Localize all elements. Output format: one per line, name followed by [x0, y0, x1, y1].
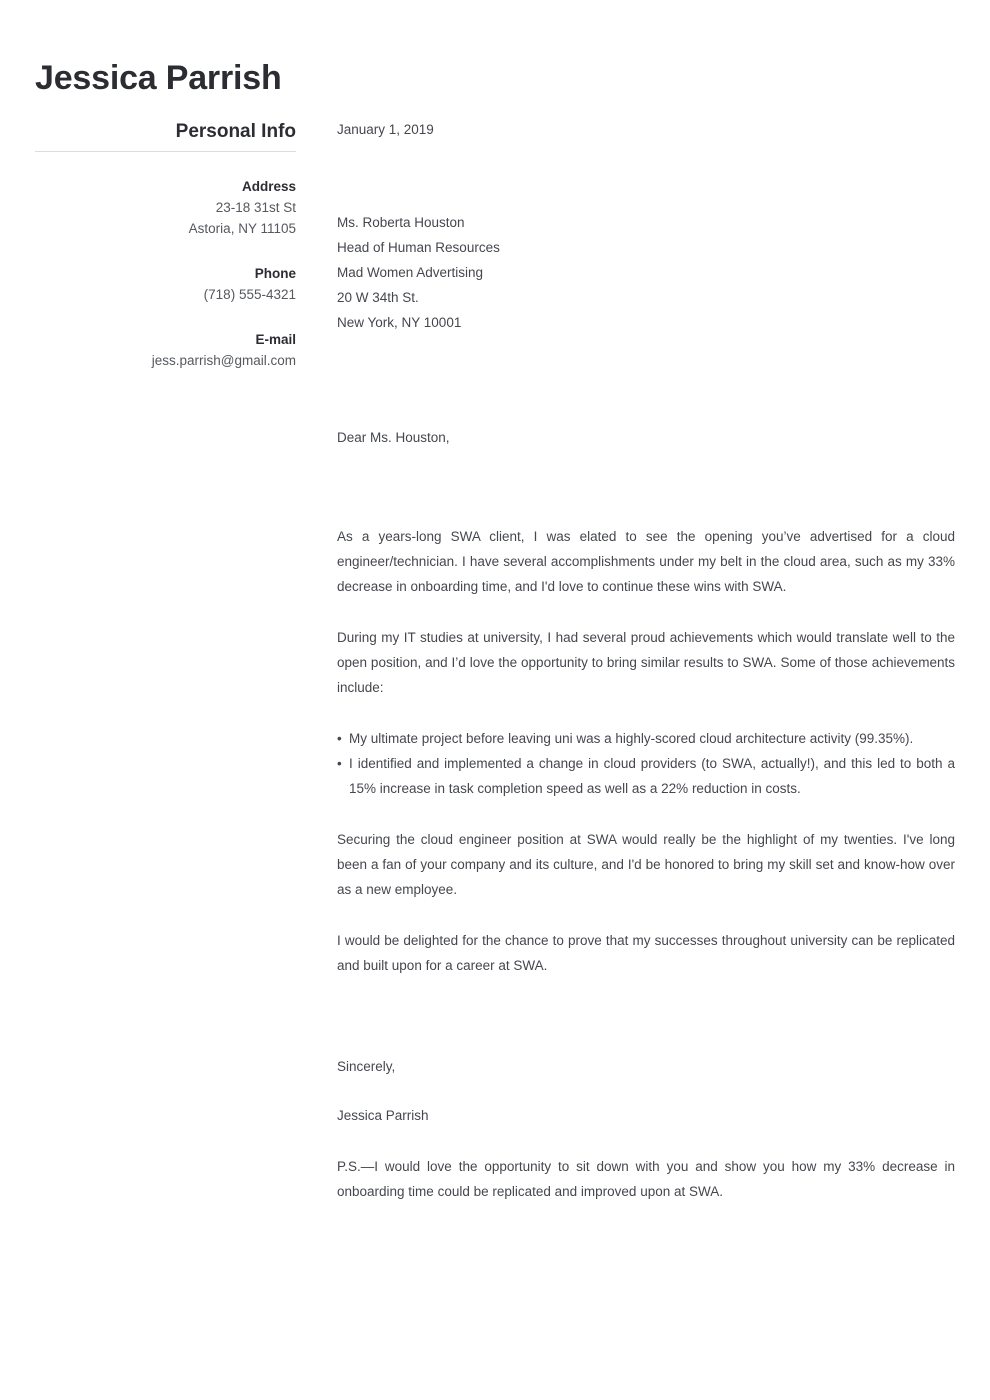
body-paragraph-1: As a years-long SWA client, I was elated to see the opening you’ve advertised for a cloud engineer/technician. I have several accomplishments under my belt in the cloud area, such as my 33% decrease in onboarding time, and I'd love to continue these wins with SWA. — [337, 529, 955, 594]
sidebar-section — [35, 329, 296, 371]
bullet-dot-icon: • — [337, 731, 342, 746]
list-item-text: My ultimate project before leaving uni was a highly-scored cloud architecture activity (99.35%). — [349, 731, 914, 746]
sidebar-section-value: (718) 555-4321 — [203, 287, 296, 302]
sidebar-heading: Personal Info — [35, 120, 296, 152]
letter-date: January 1, 2019 — [337, 122, 434, 137]
sidebar-section-value: jess.parrish@gmail.com — [151, 353, 296, 368]
postscript: P.S.—I would love the opportunity to sit down with you and show you how my 33% decrease in onboarding time could be replicated and improved upon at SWA. — [337, 1159, 955, 1199]
sidebar-section — [35, 176, 296, 239]
page-title: Jessica Parrish — [35, 58, 282, 97]
sidebar-section-list — [35, 176, 296, 371]
signature-name: Jessica Parrish — [337, 1108, 429, 1123]
letter-body — [337, 120, 955, 1204]
recipient-line: 20 W 34th St. — [337, 290, 419, 305]
recipient-line: Ms. Roberta Houston — [337, 215, 465, 230]
personal-info-sidebar — [35, 120, 296, 371]
recipient-line: Head of Human Resources — [337, 240, 500, 255]
body-paragraph-4: I would be delighted for the chance to prove that my successes throughout university can be replicated and built upon for a career at SWA. — [337, 933, 955, 973]
sidebar-section — [35, 263, 296, 305]
salutation: Dear Ms. Houston, — [337, 430, 450, 445]
body-paragraph-3: Securing the cloud engineer position at SWA would really be the highlight of my twenties. I've long been a fan of your company and its culture, and I'd be honored to bring my skill set and know-how over as a new employee. — [337, 832, 955, 897]
achievements-list — [337, 726, 955, 801]
list-item — [337, 726, 955, 751]
recipient-line: Mad Women Advertising — [337, 265, 484, 280]
sidebar-section-label: Phone — [254, 266, 296, 281]
sidebar-section-label: Address — [241, 179, 296, 194]
sidebar-section-label: E-mail — [255, 332, 296, 347]
bullet-dot-icon: • — [337, 756, 342, 771]
recipient-address-block — [337, 210, 955, 335]
recipient-line: New York, NY 10001 — [337, 315, 462, 330]
sidebar-section-value: 23-18 31st St — [215, 200, 296, 215]
closing-line: Sincerely, — [337, 1059, 396, 1074]
list-item — [337, 751, 955, 801]
body-paragraph-2: During my IT studies at university, I had several proud achievements which would translate well to the open position, and I’d love the opportunity to bring similar results to SWA. Some of those achievements include: — [337, 630, 955, 695]
list-item-text: I identified and implemented a change in cloud providers (to SWA, actually!), and this led to both a 15% increase in task completion speed as well as a 22% reduction in costs. — [349, 756, 955, 796]
sidebar-section-value: Astoria, NY 11105 — [188, 221, 296, 236]
